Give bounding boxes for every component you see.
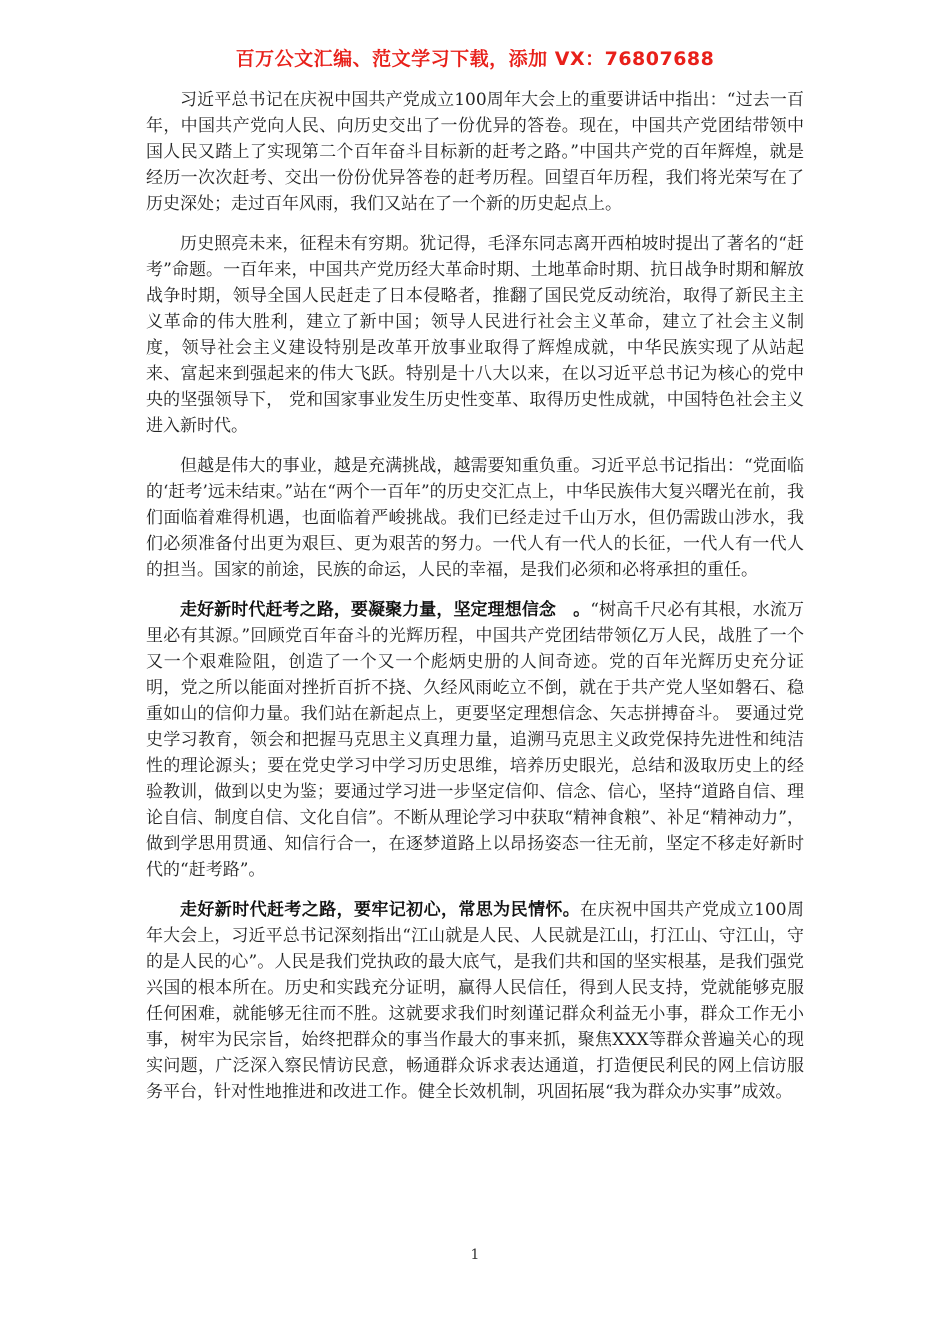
paragraph-text: 但越是伟大的事业，越是充满挑战，越需要知重负重。习近平总书记指出：“党面临的‘赶考’远未结束。”站在“两个一百年”的历史交汇点上，中华民族伟大复兴曙光在前，我们面临着难得机遇，也面临着严峻挑战。我们已经走过千山万水，但仍需跋山涉水，我们必须准备付出更为艰巨、更为艰苦的努力。一代人有一代人的长征，一代人有一代人的担当。国家的前途，民族的命运，人民的幸福，是我们必须和必将承担的重任。	[146, 456, 804, 580]
paragraph-text: 习近平总书记在庆祝中国共产党成立100周年大会上的重要讲话中指出：“过去一百年，中国共产党向人民、向历史交出了一份优异的答卷。现在，中国共产党团结带领中国人民又踏上了实现第二个百年奋斗目标新的赶考之路。”中国共产党的百年辉煌，就是经历一次次赶考、交出一份份优异答卷的赶考历程。回望百年历程，我们将光荣写在了历史深处；走过百年风雨，我们又站在了一个新的历史起点上。	[146, 90, 804, 214]
paragraph-text: “树高千尺必有其根，水流万里必有其源。”回顾党百年奋斗的光辉历程，中国共产党团结带领亿万人民，战胜了一个又一个艰难险阻，创造了一个又一个彪炳史册的人间奇迹。党的百年光辉历史充分证明，党之所以能面对挫折百折不挠、久经风雨屹立不倒，就在于共产党人坚如磐石、稳重如山的信仰力量。我们站在新起点上，更要坚定理想信念、矢志拼搏奋斗。 要通过党史学习教育，领会和把握马克思主义真理力量，追溯马克思主义政党保持先进性和纯洁性的理论源头；要在党史学习中学习历史思维，培养历史眼光，总结和汲取历史上的经验教训，做到以史为鉴；要通过学习进一步坚定信仰、信念、信心，坚持“道路自信、理论自信、制度自信、文化自信”。不断从理论学习中获取“精神食粮”、补足“精神动力”，做到学思用贯通、知信行合一，在逐梦道路上以昂扬姿态一往无前，坚定不移走好新时代的“赶考路”。	[146, 600, 804, 880]
paragraph	[146, 453, 804, 583]
document-body	[146, 87, 804, 1119]
paragraph-lead-heading: 走好新时代赶考之路，要牢记初心，常思为民情怀。	[180, 900, 581, 920]
paragraph	[146, 87, 804, 217]
paragraph	[146, 597, 804, 883]
paragraph-lead-heading: 走好新时代赶考之路，要凝聚力量，坚定理想信念 。	[180, 600, 591, 620]
paragraph	[146, 231, 804, 439]
paragraph-text: 历史照亮未来，征程未有穷期。犹记得，毛泽东同志离开西柏坡时提出了著名的“赶考”命题。一百年来，中国共产党历经大革命时期、土地革命时期、抗日战争时期和解放战争时期，领导全国人民赶走了日本侵略者，推翻了国民党反动统治，取得了新民主主义革命的伟大胜利，建立了新中国；领导人民进行社会主义革命，建立了社会主义制度，领导社会主义建设特别是改革开放事业取得了辉煌成就，中华民族实现了从站起来、富起来到强起来的伟大飞跃。特别是十八大以来，在以习近平总书记为核心的党中央的坚强领导下， 党和国家事业发生历史性变革、取得历史性成就，中国特色社会主义进入新时代。	[146, 234, 804, 436]
paragraph	[146, 897, 804, 1105]
watermark-header: 百万公文汇编、范文学习下载，添加 VX：76807688	[235, 48, 715, 70]
page-number: 1	[470, 1247, 480, 1263]
paragraph-text: 在庆祝中国共产党成立100周年大会上，习近平总书记深刻指出“江山就是人民、人民就是江山，打江山、守江山，守的是人民的心”。人民是我们党执政的最大底气，是我们共和国的坚实根基，是我们强党兴国的根本所在。历史和实践充分证明，赢得人民信任，得到人民支持，党就能够克服任何困难，就能够无往而不胜。这就要求我们时刻谨记群众利益无小事，群众工作无小事，树牢为民宗旨，始终把群众的事当作最大的事来抓，聚焦XXX等群众普遍关心的现实问题，广泛深入察民情访民意，畅通群众诉求表达通道，打造便民利民的网上信访服务平台，针对性地推进和改进工作。健全长效机制，巩固拓展“我为群众办实事”成效。	[146, 900, 805, 1102]
